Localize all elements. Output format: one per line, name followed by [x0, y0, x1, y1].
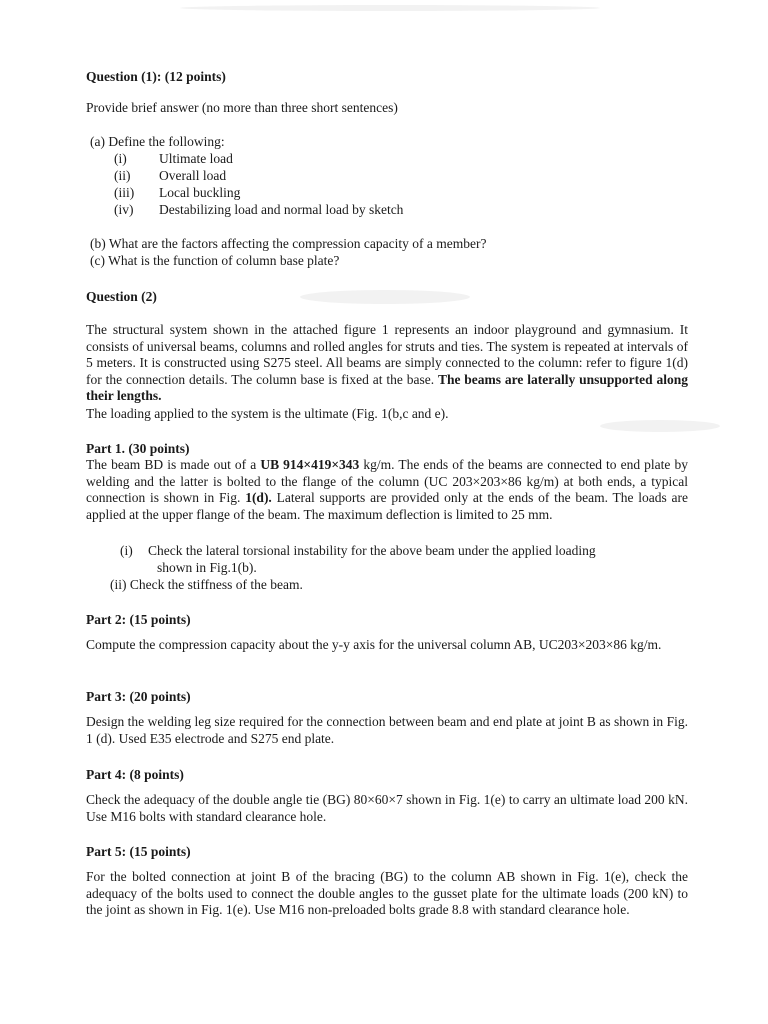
part-2-heading: Part 2: (15 points) — [86, 612, 191, 627]
part-1-item-i-line1: Check the lateral torsional instability for the above beam under the applied loading — [148, 543, 596, 558]
part-3-heading: Part 3: (20 points) — [86, 689, 191, 704]
question-1-instruction: Provide brief answer (no more than three short sentences) — [86, 100, 398, 115]
question-2-heading: Question (2) — [86, 289, 157, 304]
part-1-text — [86, 457, 688, 523]
intro-text: The structural system shown in the attached figure 1 represents an indoor playground and gymnasium. It consists of universal beams, columns and rolled angles for struts and ties. The system is repeated at intervals of 5 meters. It is constructed using S275 steel. All beams are simply connected to the column: refer to figure 1(d) for the connection details. The column base is fixed at the base. — [86, 322, 688, 387]
item-number: (i) — [114, 151, 127, 166]
question-1a-label: (a) Define the following: — [90, 134, 225, 149]
part-3-text: Design the welding leg size required for the connection between beam and end plate at joint B as shown in Fig. 1 (d). Used E35 electrode and S275 end plate. — [86, 714, 688, 746]
item-text: Ultimate load — [159, 151, 233, 166]
question-1b: (b) What are the factors affecting the compression capacity of a member? — [90, 236, 487, 251]
part-1-heading: Part 1. (30 points) — [86, 441, 190, 456]
part-4-text: Check the adequacy of the double angle tie (BG) 80×60×7 shown in Fig. 1(e) to carry an ultimate load 200 kN. Use M16 bolts with standard clearance hole. — [86, 792, 688, 824]
scan-smudge — [180, 5, 600, 11]
part-5-text: For the bolted connection at joint B of the bracing (BG) to the column AB shown in Fig. 1(e), check the adequacy of the bolts used to connect the double angles to the gusset plate for the ultimate loads (200 kN) to the joint as shown in Fig. 1(e). Use M16 non-preloaded bolts grade 8.8 with standard clearance hole. — [86, 869, 688, 917]
intro-emphasis: The beams are laterally unsupported along their lengths. — [86, 371, 688, 403]
question-2-intro — [86, 322, 688, 405]
item-number: (ii) — [114, 168, 131, 183]
item-text: Overall load — [159, 168, 227, 183]
part-1-text-c: Lateral supports are provided only at the ends of the beam. The loads are applied at the upper flange of the beam. The maximum deflection is limited to 25 mm. — [86, 490, 688, 522]
item-number: (iv) — [114, 202, 134, 217]
part-1-item-i-number: (i) — [120, 543, 133, 558]
item-text: Destabilizing load and normal load by sketch — [159, 202, 404, 217]
scan-smudge — [600, 420, 720, 432]
beam-section: UB 914×419×343 — [260, 457, 360, 472]
part-2-text: Compute the compression capacity about the y-y axis for the universal column AB, UC203×203×86 kg/m. — [86, 637, 662, 652]
part-1-item-ii: (ii) Check the stiffness of the beam. — [110, 577, 303, 592]
part-4-heading: Part 4: (8 points) — [86, 767, 184, 782]
question-1-heading: Question (1): (12 points) — [86, 69, 226, 84]
part-1-item-i-line2: shown in Fig.1(b). — [157, 560, 257, 575]
question-1c: (c) What is the function of column base plate? — [90, 253, 340, 268]
item-text: Local buckling — [159, 185, 241, 200]
part-1-text-b: kg/m. The ends of the beams are connected to end plate by welding and the latter is bolted to the flange of the column (UC 203×203×86 kg/m) at both ends, a typical connection is shown in Fig. — [86, 457, 688, 505]
part-1-text-a: The beam BD is made out of a — [86, 457, 257, 472]
item-number: (iii) — [114, 185, 135, 200]
scan-smudge — [300, 290, 470, 304]
question-2-loading: The loading applied to the system is the ultimate (Fig. 1(b,c and e). — [86, 406, 449, 421]
definition-list — [114, 151, 514, 219]
figure-ref: 1(d). — [245, 490, 272, 505]
part-5-heading: Part 5: (15 points) — [86, 844, 191, 859]
